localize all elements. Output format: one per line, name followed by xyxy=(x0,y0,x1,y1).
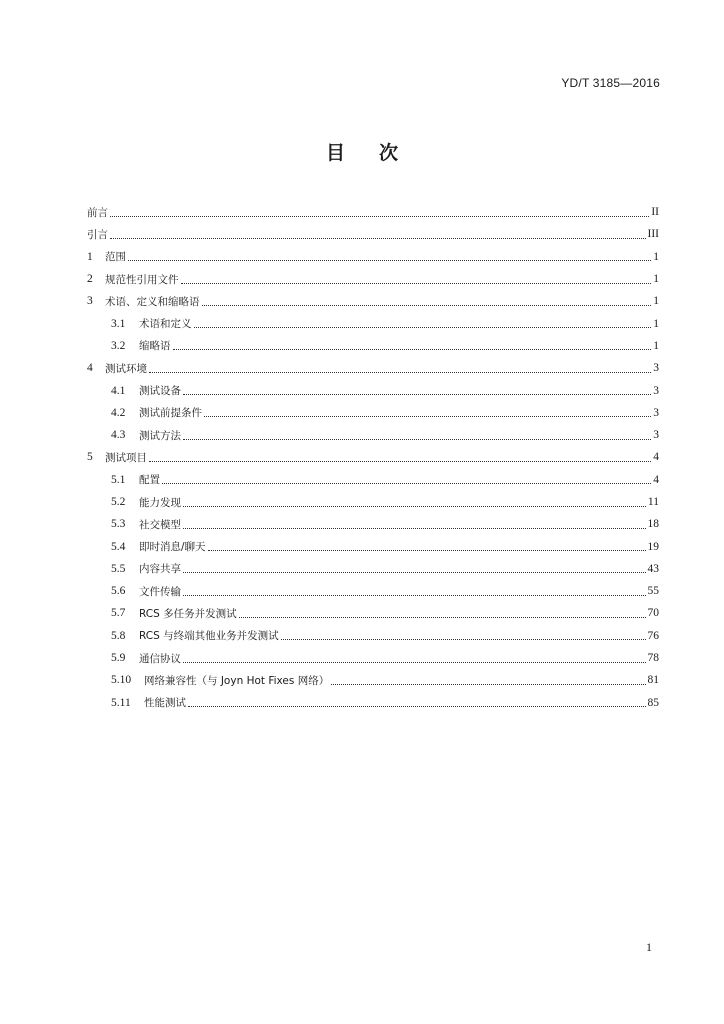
toc-entry-number: 3.1 xyxy=(111,317,126,330)
toc-entry-number: 4.2 xyxy=(111,406,126,419)
toc-entry[interactable] xyxy=(87,469,659,491)
toc-entry-number: 3.2 xyxy=(111,339,126,352)
toc-entry-page: 76 xyxy=(647,629,659,642)
toc-entry[interactable] xyxy=(87,446,659,468)
toc-entry-number: 5.9 xyxy=(111,652,126,665)
toc-entry-number: 5 xyxy=(87,451,93,464)
toc-dot-leader xyxy=(194,327,652,328)
toc-entry-label: 测试环境 xyxy=(105,362,147,375)
toc-entry-page: 19 xyxy=(647,540,659,553)
toc-entry-page: 3 xyxy=(653,384,659,397)
toc-dot-leader xyxy=(183,662,646,663)
toc-dot-leader xyxy=(208,550,646,551)
toc-entry-page: 70 xyxy=(647,607,659,620)
document-code: YD/T 3185—2016 xyxy=(561,76,660,90)
toc-entry-page: 1 xyxy=(653,317,659,330)
toc-entry-number: 5.11 xyxy=(111,696,131,709)
toc-entry[interactable] xyxy=(87,491,659,513)
toc-entry-label: 测试方法 xyxy=(139,429,181,442)
toc-entry[interactable] xyxy=(87,246,659,268)
toc-entry-number: 5.1 xyxy=(111,473,126,486)
toc-dot-leader xyxy=(173,349,652,350)
toc-dot-leader xyxy=(162,483,651,484)
toc-entry[interactable] xyxy=(87,312,659,334)
toc-entry-page: 4 xyxy=(653,473,659,486)
toc-dot-leader xyxy=(110,216,649,217)
toc-title xyxy=(0,138,724,165)
toc-entry-page: 43 xyxy=(647,562,659,575)
toc-entry[interactable] xyxy=(87,513,659,535)
toc-dot-leader xyxy=(188,706,646,707)
toc-entry-page: 11 xyxy=(647,496,659,508)
toc-entry-label: RCS 多任务并发测试 xyxy=(139,607,237,620)
toc-entry-label: 引言 xyxy=(87,228,108,241)
toc-entry-label: 社交模型 xyxy=(139,518,181,531)
toc-entry[interactable] xyxy=(87,602,659,624)
toc-entry-label: 前言 xyxy=(87,206,108,219)
toc-dot-leader xyxy=(183,394,651,395)
toc-title-char-2: 次 xyxy=(379,142,399,164)
toc-dot-leader xyxy=(110,238,646,239)
toc-entry[interactable] xyxy=(87,580,659,602)
toc-entry-page: II xyxy=(651,206,659,219)
toc-dot-leader xyxy=(204,416,651,417)
toc-entry-label: 术语和定义 xyxy=(139,318,192,331)
toc-entry-page: 81 xyxy=(647,674,659,687)
toc-entry-label: 配置 xyxy=(139,474,160,487)
toc-entry-label: 即时消息/聊天 xyxy=(139,541,206,554)
toc-entry-page: 85 xyxy=(647,696,659,709)
toc-entry-number: 5.5 xyxy=(111,562,126,575)
toc-entry-number: 3 xyxy=(87,295,93,308)
toc-entry[interactable] xyxy=(87,290,659,312)
toc-dot-leader xyxy=(239,617,646,618)
toc-entry-label: 测试项目 xyxy=(105,451,147,464)
toc-entry[interactable] xyxy=(87,424,659,446)
toc-entry-number: 4.1 xyxy=(111,384,126,397)
toc-entry[interactable] xyxy=(87,357,659,379)
toc-entry[interactable] xyxy=(87,535,659,557)
toc-entry-number: 5.7 xyxy=(111,607,126,620)
toc-dot-leader xyxy=(128,260,651,261)
toc-entry-page: 1 xyxy=(653,295,659,308)
toc-dot-leader xyxy=(183,572,646,573)
toc-entry-number: 4 xyxy=(87,362,93,375)
toc-title-char-1: 目 xyxy=(325,142,345,164)
toc-entry-page: 4 xyxy=(653,451,659,464)
toc-entry-label: 网络兼容性（与 Joyn Hot Fixes 网络） xyxy=(144,674,330,687)
toc-entry-page: 3 xyxy=(653,429,659,442)
toc-entry-number: 5.4 xyxy=(111,540,126,553)
toc-entry[interactable] xyxy=(87,201,659,223)
toc-entry-label: 性能测试 xyxy=(144,697,186,710)
toc-dot-leader xyxy=(183,439,651,440)
toc-entry-label: 内容共享 xyxy=(139,563,181,576)
toc-entry-number: 5.6 xyxy=(111,585,126,598)
toc-entry-label: RCS 与终端其他业务并发测试 xyxy=(139,630,279,643)
toc-entry-page: III xyxy=(647,228,659,241)
toc-entry-page: 78 xyxy=(647,652,659,665)
toc-dot-leader xyxy=(183,595,646,596)
toc-entry[interactable] xyxy=(87,402,659,424)
toc-entry-page: 1 xyxy=(653,273,659,286)
toc-entry[interactable] xyxy=(87,379,659,401)
toc-entry-page: 1 xyxy=(653,339,659,352)
table-of-contents xyxy=(87,201,659,714)
toc-entry[interactable] xyxy=(87,669,659,691)
toc-entry-number: 5.3 xyxy=(111,518,126,531)
toc-dot-leader xyxy=(183,506,646,507)
toc-entry[interactable] xyxy=(87,692,659,714)
toc-entry-label: 通信协议 xyxy=(139,652,181,665)
toc-entry[interactable] xyxy=(87,223,659,245)
page-number: 1 xyxy=(646,940,652,954)
toc-entry-label: 范围 xyxy=(105,251,126,264)
toc-dot-leader xyxy=(181,283,652,284)
toc-entry-page: 18 xyxy=(647,518,659,531)
toc-entry-label: 规范性引用文件 xyxy=(105,273,179,286)
toc-dot-leader xyxy=(149,461,651,462)
toc-entry-number: 4.3 xyxy=(111,429,126,442)
toc-entry-page: 1 xyxy=(653,250,659,263)
toc-dot-leader xyxy=(149,372,651,373)
toc-entry[interactable] xyxy=(87,335,659,357)
toc-dot-leader xyxy=(331,684,645,685)
toc-dot-leader xyxy=(183,528,646,529)
toc-dot-leader xyxy=(202,305,652,306)
toc-entry-label: 术语、定义和缩略语 xyxy=(105,295,200,308)
toc-entry-number: 5.2 xyxy=(111,496,126,508)
toc-entry-page: 3 xyxy=(653,406,659,419)
toc-entry-number: 2 xyxy=(87,273,93,286)
toc-entry-number: 1 xyxy=(87,250,93,263)
toc-entry-label: 缩略语 xyxy=(139,340,171,353)
toc-entry-label: 文件传输 xyxy=(139,585,181,598)
toc-entry[interactable] xyxy=(87,625,659,647)
toc-entry[interactable] xyxy=(87,558,659,580)
toc-entry-page: 3 xyxy=(653,362,659,375)
toc-entry-page: 55 xyxy=(647,585,659,598)
toc-entry-label: 测试前提条件 xyxy=(139,407,202,420)
toc-entry[interactable] xyxy=(87,647,659,669)
toc-dot-leader xyxy=(281,639,646,640)
toc-entry-number: 5.8 xyxy=(111,629,126,642)
toc-entry-number: 5.10 xyxy=(111,674,132,687)
toc-entry-label: 能力发现 xyxy=(139,496,181,509)
toc-entry[interactable] xyxy=(87,268,659,290)
toc-entry-label: 测试设备 xyxy=(139,385,181,398)
